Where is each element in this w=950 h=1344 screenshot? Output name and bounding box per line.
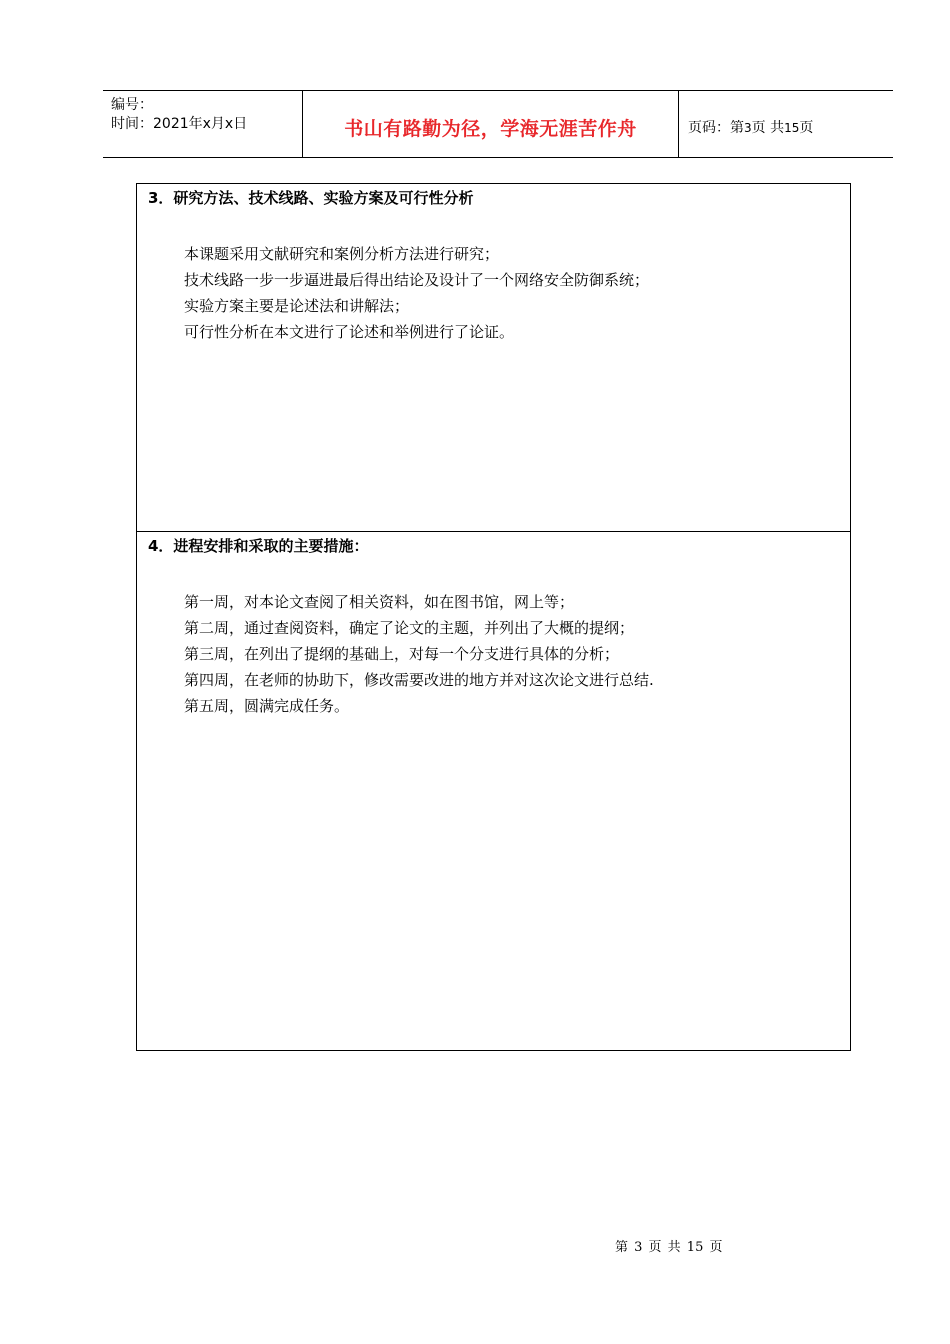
section-body: [184, 241, 649, 345]
page-footer: 第 3 页 共 15 页: [615, 1240, 723, 1255]
page-suffix: 页: [799, 120, 814, 136]
header-motto-cell: [303, 91, 679, 157]
section-title: 4．进程安排和采取的主要措施：: [148, 537, 369, 555]
section-schedule: [137, 532, 850, 1050]
body-line: 第一周，对本论文查阅了相关资料，如在图书馆，网上等；: [184, 593, 575, 611]
body-line: 第五周，圆满完成任务。: [184, 697, 350, 715]
form-table: [136, 183, 851, 1051]
body-line: 本课题采用文献研究和案例分析方法进行研究；: [184, 245, 500, 263]
section-methods: [137, 184, 850, 532]
serial-label: 编号：: [111, 97, 153, 113]
body-line: 技术线路一步一步逼进最后得出结论及设计了一个网络安全防御系统；: [184, 271, 650, 289]
header-page-cell: [679, 91, 893, 157]
body-line: 实验方案主要是论述法和讲解法；: [184, 297, 410, 315]
page-indicator: [688, 117, 813, 137]
header-meta: [103, 91, 303, 157]
page-prefix: 页码：第: [688, 120, 744, 136]
body-line: 可行性分析在本文进行了论述和举例进行了论证。: [184, 323, 515, 341]
body-line: 第三周，在列出了提纲的基础上，对每一个分支进行具体的分析；: [184, 645, 620, 663]
time-label: 时间：2021年x月x日: [111, 116, 248, 132]
page-total: 15: [784, 121, 800, 135]
section-title: 3．研究方法、技术线路、实验方案及可行性分析: [148, 189, 474, 207]
page-mid: 页 共: [751, 120, 785, 136]
body-line: 第四周，在老师的协助下，修改需要改进的地方并对这次论文进行总结.: [184, 671, 654, 689]
motto: 书山有路勤为径，学海无涯苦作舟: [344, 118, 637, 140]
section-body: [184, 589, 654, 719]
body-line: 第二周，通过查阅资料，确定了论文的主题，并列出了大概的提纲；: [184, 619, 635, 637]
page-number: 3: [744, 121, 752, 135]
page-header: [103, 90, 893, 158]
